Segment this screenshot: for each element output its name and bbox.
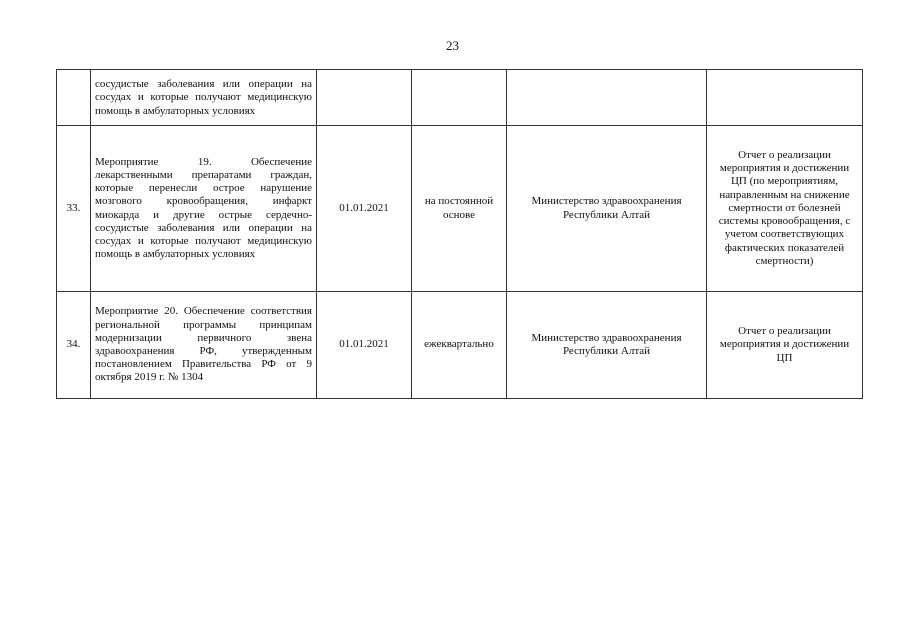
report-form: Отчет о реализации мероприятия и достижении ЦП	[707, 292, 863, 399]
row-number: 34.	[57, 292, 91, 399]
measure-description: Мероприятие 20. Обеспечение соответствия региональной программы принципам модернизации первичного звена здравоохранения РФ, утвержденным постановлением Правительства РФ от 9 октября 2019 г. № 1304	[91, 292, 317, 399]
responsible-executor: Министерство здравоохранения Республики Алтай	[507, 292, 707, 399]
periodicity: на постоянной основе	[412, 126, 507, 292]
start-date: 01.01.2021	[317, 292, 412, 399]
periodicity	[412, 70, 507, 126]
table-row	[57, 126, 863, 292]
measure-description: сосудистые заболевания или операции на сосудах и которые получают медицинскую помощь в амбулаторных условиях	[91, 70, 317, 126]
row-number	[57, 70, 91, 126]
measure-description: Мероприятие 19. Обеспечение лекарственными препаратами граждан, которые перенесли острое нарушение мозгового кровообращения, инфаркт миокарда и другие острые сердечно-сосудистые заболевания или операции на сосудах и которые получают медицинскую помощь в амбулаторных условиях	[91, 126, 317, 292]
row-number: 33.	[57, 126, 91, 292]
responsible-executor: Министерство здравоохранения Республики Алтай	[507, 126, 707, 292]
table-row	[57, 292, 863, 399]
responsible-executor	[507, 70, 707, 126]
report-form	[707, 70, 863, 126]
periodicity: ежеквартально	[412, 292, 507, 399]
table-row	[57, 70, 863, 126]
page-number: 23	[446, 38, 459, 53]
start-date	[317, 70, 412, 126]
measures-table	[56, 69, 863, 399]
start-date: 01.01.2021	[317, 126, 412, 292]
report-form: Отчет о реализации мероприятия и достижении ЦП (по мероприятиям, направленным на снижение смертности от болезней системы кровообращения, с учетом соответствующих фактических показателей смертности)	[707, 126, 863, 292]
